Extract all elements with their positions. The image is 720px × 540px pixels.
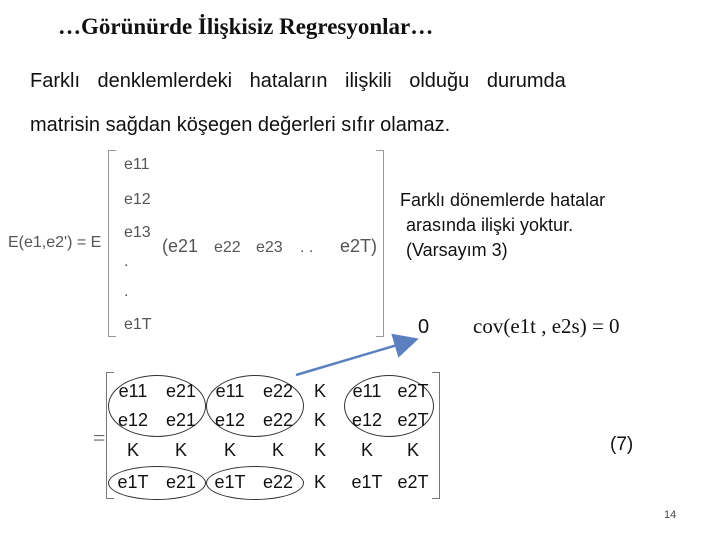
- matrix-cell: K: [223, 440, 237, 460]
- column-entry: .: [124, 253, 129, 270]
- column-entry: .: [124, 283, 129, 300]
- matrix-cell: e21: [165, 472, 197, 492]
- matrix-cell: e1T: [351, 472, 383, 492]
- row-entry: e22: [214, 239, 241, 256]
- matrix-cell: e2T: [397, 381, 429, 401]
- zero-label: 0: [418, 316, 430, 338]
- paragraph-line-1: Farklı denklemlerdeki hataların ilişkili olduğu durumda: [30, 70, 566, 92]
- matrix-cell: e1T: [117, 472, 149, 492]
- matrix-right-bracket: [432, 372, 440, 499]
- matrix-cell: K: [313, 440, 327, 460]
- matrix-cell: e11: [352, 381, 382, 401]
- page-number: 14: [664, 509, 677, 521]
- matrix-cell: e22: [262, 410, 294, 430]
- matrix-cell: K: [313, 381, 327, 401]
- note-line-2: arasında ilişki yoktur.: [406, 215, 574, 235]
- note-line-1: Farklı dönemlerde hatalar: [400, 190, 606, 210]
- slide-title: …Görünürde İlişkisiz Regresyonlar…: [58, 14, 434, 39]
- covariance-formula: cov(e1t , e2s) = 0: [473, 314, 620, 338]
- matrix-cell: e2T: [397, 472, 429, 492]
- paragraph-line-2: matrisin sağdan köşegen değerleri sıfır olamaz.: [30, 114, 451, 136]
- matrix-cell: e2T: [397, 410, 429, 430]
- matrix-cell: K: [271, 440, 285, 460]
- row-entry: . .: [300, 239, 314, 256]
- note-line-3: (Varsayım 3): [406, 240, 508, 260]
- column-entry: e13: [124, 224, 151, 241]
- matrix-cell: e22: [262, 472, 294, 492]
- arrow-line: [296, 340, 414, 375]
- matrix-cell: e11: [118, 381, 148, 401]
- row-entry: (e21: [162, 236, 199, 256]
- matrix-cell: K: [360, 440, 374, 460]
- row-entry: e23: [256, 239, 283, 256]
- column-entry: e1T: [124, 316, 152, 333]
- matrix-cell: e12: [117, 410, 149, 430]
- matrix-cell: K: [313, 472, 327, 492]
- expectation-lhs: E(e1,e2') = E: [8, 234, 102, 251]
- matrix-cell: K: [313, 410, 327, 430]
- matrix-cell: e21: [165, 381, 197, 401]
- matrix-cell: K: [126, 440, 140, 460]
- row-entry: e2T): [340, 236, 378, 256]
- matrix-cell: e22: [262, 381, 294, 401]
- equation-number: (7): [610, 434, 634, 455]
- matrix-cell: e1T: [214, 472, 246, 492]
- column-entry: e12: [124, 191, 151, 208]
- matrix-cell: e21: [165, 410, 197, 430]
- matrix-cell: K: [406, 440, 420, 460]
- matrix-cell: e12: [351, 410, 383, 430]
- matrix-cell: e12: [214, 410, 246, 430]
- matrix-cell: K: [174, 440, 188, 460]
- column-entry: e11: [124, 156, 150, 173]
- matrix-cell: e11: [215, 381, 245, 401]
- equals-sign: =: [93, 425, 106, 450]
